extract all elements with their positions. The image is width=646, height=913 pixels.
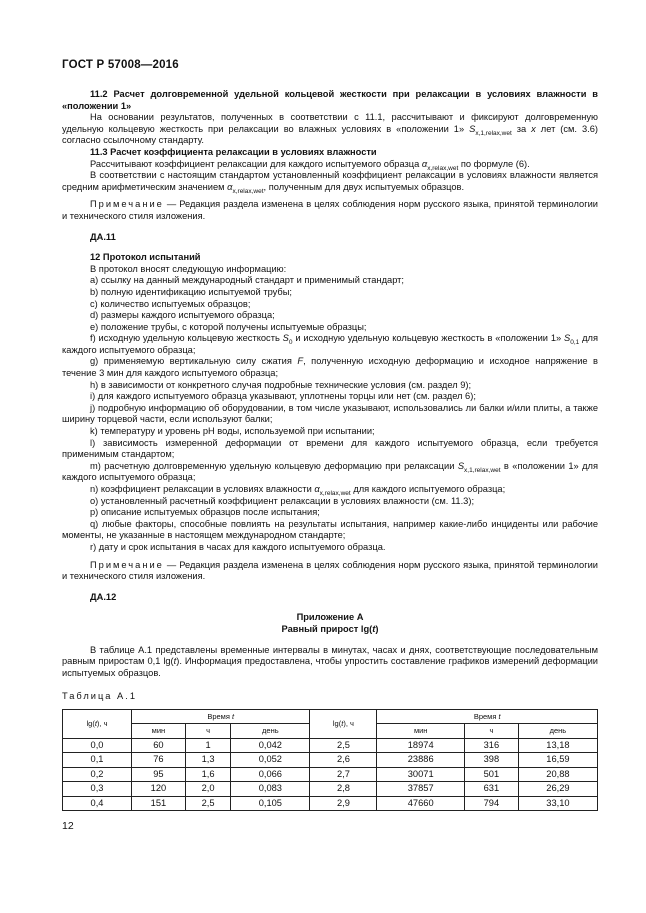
list-item-p: p) описание испытуемых образцов после испытания;: [90, 507, 320, 518]
list-item-k: k) температуру и уровень pH воды, используемой при испытании;: [90, 426, 375, 437]
section-11-2-title: 11.2 Расчет долговременной удельной кольцевой жесткости при релаксации в условиях влажности в «положении 1»: [62, 89, 598, 111]
table-cell: 20,88: [518, 767, 597, 782]
list-item-b: b) полную идентификацию испытуемой трубы;: [90, 286, 292, 297]
list-item-e: e) положение трубы, с которой получены испытуемые образцы;: [90, 321, 367, 332]
table-cell: 2,6: [310, 753, 377, 768]
table-cell: 0,0: [63, 738, 132, 753]
list-item-n: n) коэффициент релаксации в условиях влажности $\alpha_{x,relax,wet}$ для каждого испытуемого образца;: [90, 484, 506, 497]
table-cell: 37857: [377, 782, 465, 797]
col-header-min-2: мин: [377, 724, 465, 739]
col-header-hours-2: ч: [464, 724, 518, 739]
table-row: [63, 738, 598, 753]
page-content: [62, 89, 598, 811]
section-12-title: 12 Протокол испытаний: [90, 252, 201, 263]
col-header-days: день: [231, 724, 310, 739]
table-cell: 1,6: [185, 767, 230, 782]
list-item-i: i) для каждого испытуемого образца указывают, уплотнены торцы или нет (см. раздел 6);: [90, 391, 476, 402]
list-item-r: r) дату и срок испытания в часах для каждого испытуемого образца.: [90, 541, 386, 552]
table-cell: 0,2: [63, 767, 132, 782]
list-item-a: a) ссылку на данный международный стандарт и применимый стандарт;: [90, 275, 405, 286]
table-cell: 0,105: [231, 796, 310, 811]
list-item-g: g) применяемую вертикальную силу сжатия F, полученную исходную деформацию и исходное напряжение в течение 3 мин для каждого испытуемого образца;: [62, 356, 598, 379]
table-cell: 0,052: [231, 753, 310, 768]
col-header-time: Время t: [132, 709, 310, 724]
table-cell: 2,9: [310, 796, 377, 811]
table-cell: 501: [464, 767, 518, 782]
col-header-lg-t-2: lg(t), ч: [310, 709, 377, 738]
table-cell: 2,5: [185, 796, 230, 811]
table-cell: 0,4: [63, 796, 132, 811]
table-cell: 794: [464, 796, 518, 811]
table-cell: 631: [464, 782, 518, 797]
table-cell: 23886: [377, 753, 465, 768]
table-cell: 33,10: [518, 796, 597, 811]
section-11-3-title: 11.3 Расчет коэффициента релаксации в условиях влажности: [90, 146, 377, 157]
note-2: Примечание — Редакция раздела изменена в целях соблюдения норм русского языка, принятой терминологии и технического стиля изложения.: [62, 559, 598, 582]
table-caption: Таблица А.1: [62, 691, 137, 702]
section-12-intro: В протокол вносят следующую информацию:: [90, 263, 287, 274]
da-12-label: ДА.12: [90, 591, 117, 602]
annex-text: В таблице А.1 представлены временные интервалы в минутах, часах и днях, соответствующие последовательным равным приростам 0,1 lg(t). Информация предоставлена, чтобы упростить составление графиков измерений деформации испытуемых образцов.: [62, 644, 598, 678]
table-cell: 0,042: [231, 738, 310, 753]
list-item-j: j) подробную информацию об оборудовании, в том числе указывают, использовались ли балки и/или плиты, а также ширину торцевой части, если используют балки;: [62, 402, 598, 425]
annex-title: Приложение А: [296, 612, 364, 623]
list-item-h: h) в зависимости от конкретного случая подробные технические условия (см. раздел 9);: [90, 379, 472, 390]
list-item-m: m) расчетную долговременную удельную кольцевую деформацию при релаксации $S_{x,1,relax,wet}$ в «положении 1» для каждого испытуемого образца;: [62, 460, 598, 483]
list-item-l: l) зависимость измеренной деформации от времени для каждого испытуемого образца, если требуется применимым стандартом;: [62, 437, 598, 460]
standard-header: ГОСТ Р 57008—2016: [62, 59, 179, 71]
time-intervals-table: [62, 709, 598, 812]
col-header-lg-t: lg(t), ч: [63, 709, 132, 738]
table-cell: 1,3: [185, 753, 230, 768]
section-11-3-p2: В соответствии с настоящим стандартом установленный коэффициент релаксации в условиях влажности является средним арифметическим значением $\alpha_{x,relax,wet}$, полученным для двух испытуемых образцов.: [62, 170, 598, 195]
table-cell: 1: [185, 738, 230, 753]
table-cell: 398: [464, 753, 518, 768]
section-11-3-p1: Рассчитывают коэффициент релаксации для каждого испытуемого образца $\alpha_{x,relax,wet}$ по формуле (6).: [90, 158, 530, 172]
section-11-2-body: На основании результатов, полученных в соответствии с 11.1, рассчитывают и фиксируют долговременную удельную кольцевую жесткость при релаксации во влажных условиях в «положении 1» $S_{x,1,relax,wet}$ за x лет (см. 3.6) согласно ссылочному стандарту.: [62, 112, 598, 146]
table-cell: 47660: [377, 796, 465, 811]
table-cell: 316: [464, 738, 518, 753]
table-cell: 13,18: [518, 738, 597, 753]
da-11-label: ДА.11: [90, 231, 116, 242]
table-cell: 0,083: [231, 782, 310, 797]
table-cell: 0,3: [63, 782, 132, 797]
list-item-q: q) любые факторы, способные повлиять на результаты испытания, например какие-либо инциденты или рабочие моменты, не указанные в настоящем международном стандарте;: [62, 518, 598, 541]
table-cell: 2,5: [310, 738, 377, 753]
annex-subtitle: Равный прирост lg(t): [281, 623, 379, 634]
table-row: [63, 782, 598, 797]
table-cell: 26,29: [518, 782, 597, 797]
table-row: [63, 796, 598, 811]
col-header-min: мин: [132, 724, 186, 739]
table-cell: 60: [132, 738, 186, 753]
table-row: [63, 767, 598, 782]
table-cell: 2,0: [185, 782, 230, 797]
table-cell: 0,066: [231, 767, 310, 782]
list-item-c: c) количество испытуемых образцов;: [90, 298, 251, 309]
page-number: 12: [62, 820, 74, 832]
list-item-o: o) установленный расчетный коэффициент релаксации в условиях влажности (см. 11.3);: [90, 495, 475, 506]
table-row: [63, 753, 598, 768]
table-cell: 2,8: [310, 782, 377, 797]
table-cell: 30071: [377, 767, 465, 782]
table-body: [63, 738, 598, 811]
list-item-f: f) исходную удельную кольцевую жесткость $S_0$ и исходную удельную кольцевую жесткость в «положении 1» $S_{0,1}$ для каждого испытуемого образца;: [62, 333, 598, 355]
table-cell: 95: [132, 767, 186, 782]
note-1: Примечание — Редакция раздела изменена в целях соблюдения норм русского языка, принятой терминологии и технического стиля изложения.: [62, 199, 598, 221]
col-header-time-2: Время t: [377, 709, 598, 724]
table-cell: 16,59: [518, 753, 597, 768]
table-cell: 120: [132, 782, 186, 797]
col-header-hours: ч: [185, 724, 230, 739]
table-cell: 18974: [377, 738, 465, 753]
table-cell: 0,1: [63, 753, 132, 768]
table-cell: 76: [132, 753, 186, 768]
list-item-d: d) размеры каждого испытуемого образца;: [90, 310, 275, 321]
col-header-days-2: день: [518, 724, 597, 739]
table-cell: 151: [132, 796, 186, 811]
table-cell: 2,7: [310, 767, 377, 782]
